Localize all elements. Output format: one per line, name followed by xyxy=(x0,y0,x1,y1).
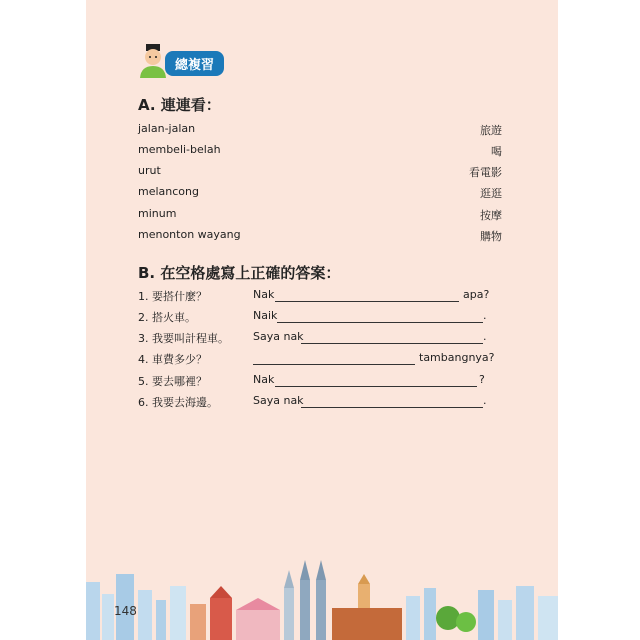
question-text: 1. 要搭什麼？ xyxy=(138,290,207,303)
question-row xyxy=(138,351,518,367)
match-left: membeli-belah xyxy=(138,143,221,156)
answer-area xyxy=(253,373,518,387)
city-skyline-illustration xyxy=(86,560,558,640)
question-text: 5. 要去哪裡？ xyxy=(138,375,207,388)
question-row xyxy=(138,309,518,325)
match-row xyxy=(138,228,502,244)
answer-suffix: apa? xyxy=(463,288,490,301)
answer-blank[interactable] xyxy=(301,406,483,408)
answer-prefix: Naik xyxy=(253,309,278,322)
answer-suffix: . xyxy=(483,330,487,343)
answer-blank[interactable] xyxy=(253,363,415,365)
section-b-title: B. 在空格處寫上正確的答案： xyxy=(138,264,341,282)
match-right: 旅遊 xyxy=(480,124,502,137)
answer-suffix: tambangnya? xyxy=(419,351,495,364)
question-row xyxy=(138,394,518,410)
answer-blank[interactable] xyxy=(275,385,477,387)
question-text: 3. 我要叫計程車。 xyxy=(138,332,229,345)
question-text: 4. 車費多少？ xyxy=(138,353,207,366)
section-a-title: A. 連連看： xyxy=(138,96,221,114)
match-row xyxy=(138,122,502,138)
match-row xyxy=(138,143,502,159)
match-right: 喝 xyxy=(491,145,502,158)
match-left: jalan-jalan xyxy=(138,122,196,135)
question-row xyxy=(138,288,518,304)
answer-suffix: ? xyxy=(479,373,485,386)
match-row xyxy=(138,185,502,201)
answer-blank[interactable] xyxy=(301,342,483,344)
answer-suffix: . xyxy=(483,394,487,407)
answer-suffix: . xyxy=(483,309,487,322)
match-row xyxy=(138,207,502,223)
answer-area xyxy=(253,288,518,302)
match-right: 逛逛 xyxy=(480,187,502,200)
answer-area xyxy=(253,351,518,365)
match-left: menonton wayang xyxy=(138,228,241,241)
question-text: 6. 我要去海邊。 xyxy=(138,396,218,409)
match-left: urut xyxy=(138,164,161,177)
answer-blank[interactable] xyxy=(277,321,483,323)
question-row xyxy=(138,373,518,389)
page-number: 148 xyxy=(114,604,137,618)
answer-prefix: Saya nak xyxy=(253,330,304,343)
answer-area xyxy=(253,309,518,323)
match-right: 按摩 xyxy=(480,209,502,222)
answer-area xyxy=(253,330,518,344)
match-row xyxy=(138,164,502,180)
student-avatar-icon xyxy=(138,44,168,78)
question-row xyxy=(138,330,518,346)
workbook-page xyxy=(86,0,558,640)
answer-prefix: Nak xyxy=(253,288,275,301)
answer-prefix: Nak xyxy=(253,373,275,386)
answer-prefix: Saya nak xyxy=(253,394,304,407)
match-right: 購物 xyxy=(480,230,502,243)
match-right: 看電影 xyxy=(469,166,502,179)
question-text: 2. 搭火車。 xyxy=(138,311,196,324)
review-badge: 總複習 xyxy=(165,51,224,76)
match-left: minum xyxy=(138,207,177,220)
answer-blank[interactable] xyxy=(275,300,459,302)
answer-area xyxy=(253,394,518,408)
match-left: melancong xyxy=(138,185,199,198)
